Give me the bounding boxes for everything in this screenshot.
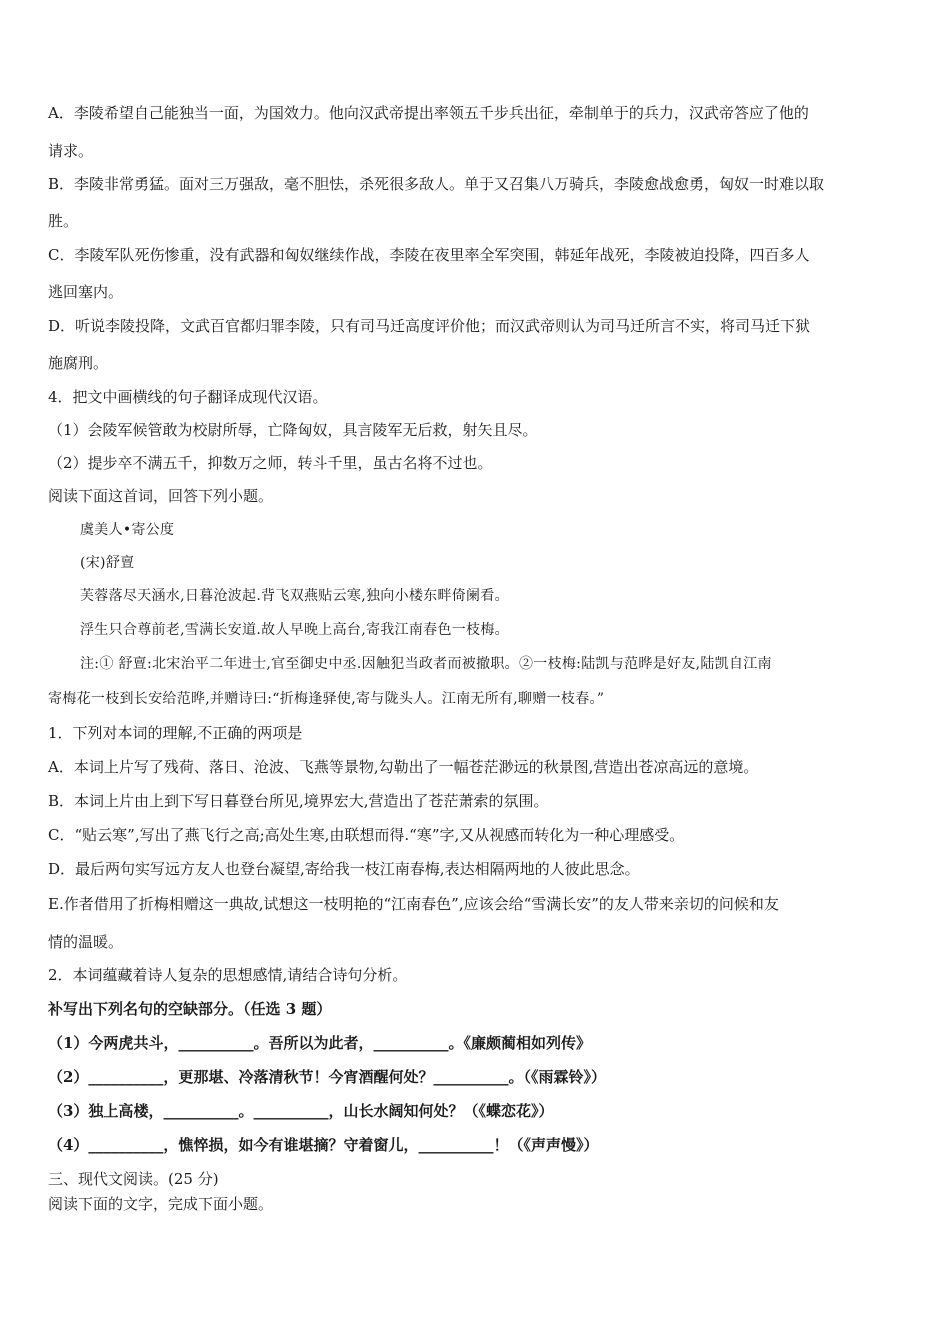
poem-line-1: 芙蓉落尽天涵水,日暮沧波起.背飞双燕贴云寒,独向小楼东畔倚阑看。	[80, 588, 509, 604]
q3-option-c-line2: 逃回塞内。	[48, 283, 124, 301]
poem-q1-option-d: D．最后两句实写远方友人也登台凝望,寄给我一枝江南春梅,表达相隔两地的人彼此思念。	[48, 860, 640, 878]
poem-intro: 阅读下面这首词，回答下列小题。	[48, 487, 274, 505]
q3-option-d-line1: D．听说李陵投降，文武百官都归罪李陵，只有司马迁高度评价他；而汉武帝则认为司马迁所言不实，将司马迁下狱	[48, 317, 811, 335]
q4-sentence-2: （2）提步卒不满五千，抑数万之师，转斗千里，虽古名将不过也。	[48, 454, 493, 472]
section-3-heading: 三、现代文阅读。(25 分)	[48, 1170, 219, 1188]
poem-q2: 2．本词蕴藏着诗人复杂的思想感情,请结合诗句分析。	[48, 966, 408, 984]
fill-blank-2: （2）__________，更那堪、冷落清秋节！今宵酒醒何处？__________。（《雨霖铃》）	[48, 1068, 606, 1086]
q4-stem: 4．把文中画横线的句子翻译成现代汉语。	[48, 388, 328, 406]
poem-q1-option-b: B．本词上片由上到下写日暮登台所见,境界宏大,营造出了苍茫萧索的氛围。	[48, 792, 549, 810]
q3-option-d-line2: 施腐刑。	[48, 354, 109, 372]
poem-author: (宋)舒亶	[80, 555, 135, 571]
section-3-intro: 阅读下面的文字，完成下面小题。	[48, 1195, 274, 1213]
poem-q1-option-c: C．“贴云寒”,写出了燕飞行之高;高处生寒,由联想而得.“寒”字,又从视感而转化为一种心理感受。	[48, 826, 685, 844]
fill-blanks-stem: 补写出下列名句的空缺部分。（任选 3 题）	[48, 1000, 332, 1018]
poem-line-2: 浮生只合尊前老,雪满长安道.故人早晚上高台,寄我江南春色一枝梅。	[80, 622, 509, 638]
fill-blank-3: （3）独上高楼，__________。__________，山长水阔知何处？（《蝶恋花》）	[48, 1102, 554, 1120]
q3-option-c-line1: C．李陵军队死伤惨重，没有武器和匈奴继续作战，李陵在夜里率全军突围，韩延年战死，李陵被迫投降，四百多人	[48, 246, 810, 264]
q4-sentence-1: （1）会陵军候管敢为校尉所辱，亡降匈奴，具言陵军无后救，射矢且尽。	[48, 421, 538, 439]
fill-blank-1: （1）今两虎共斗，__________。吾所以为此者，__________。《廉颇蔺相如列传》	[48, 1034, 591, 1052]
poem-q1-option-e-line2: 情的温暖。	[48, 933, 124, 951]
q3-option-a-line1: A．李陵希望自己能独当一面，为国效力。他向汉武帝提出率领五千步兵出征，牵制单于的兵力，汉武帝答应了他的	[48, 104, 809, 122]
poem-q1-option-a: A．本词上片写了残荷、落日、沧波、飞燕等景物,勾勒出了一幅苍茫渺远的秋景图,营造出苍凉高远的意境。	[48, 758, 759, 776]
poem-q1-stem: 1．下列对本词的理解,不正确的两项是	[48, 724, 303, 742]
poem-q1-option-e-line1: E.作者借用了折梅相赠这一典故,试想这一枝明艳的“江南春色”,应该会给“雪满长安”的友人带来亲切的问候和友	[48, 895, 779, 913]
poem-note-2: 寄梅花一枝到长安给范晔,并赠诗曰:“折梅逢驿使,寄与陇头人。江南无所有,聊赠一枝春。”	[48, 691, 605, 707]
poem-note-1: 注:① 舒亶:北宋治平二年进士,官至御史中丞.因触犯当政者而被撤职。②一枝梅:陆凯与范晔是好友,陆凯自江南	[80, 656, 772, 672]
poem-title: 虞美人•寄公度	[80, 522, 175, 538]
q3-option-b-line2: 胜。	[48, 212, 79, 230]
q3-option-b-line1: B．李陵非常勇猛。面对三万强敌，毫不胆怯，杀死很多敌人。单于又召集八万骑兵，李陵愈战愈勇，匈奴一时难以取	[48, 175, 825, 193]
q3-option-a-line2: 请求。	[48, 142, 94, 160]
fill-blank-4: （4）__________，憔悴损，如今有谁堪摘？守着窗儿，__________！（《声声慢》）	[48, 1136, 599, 1154]
